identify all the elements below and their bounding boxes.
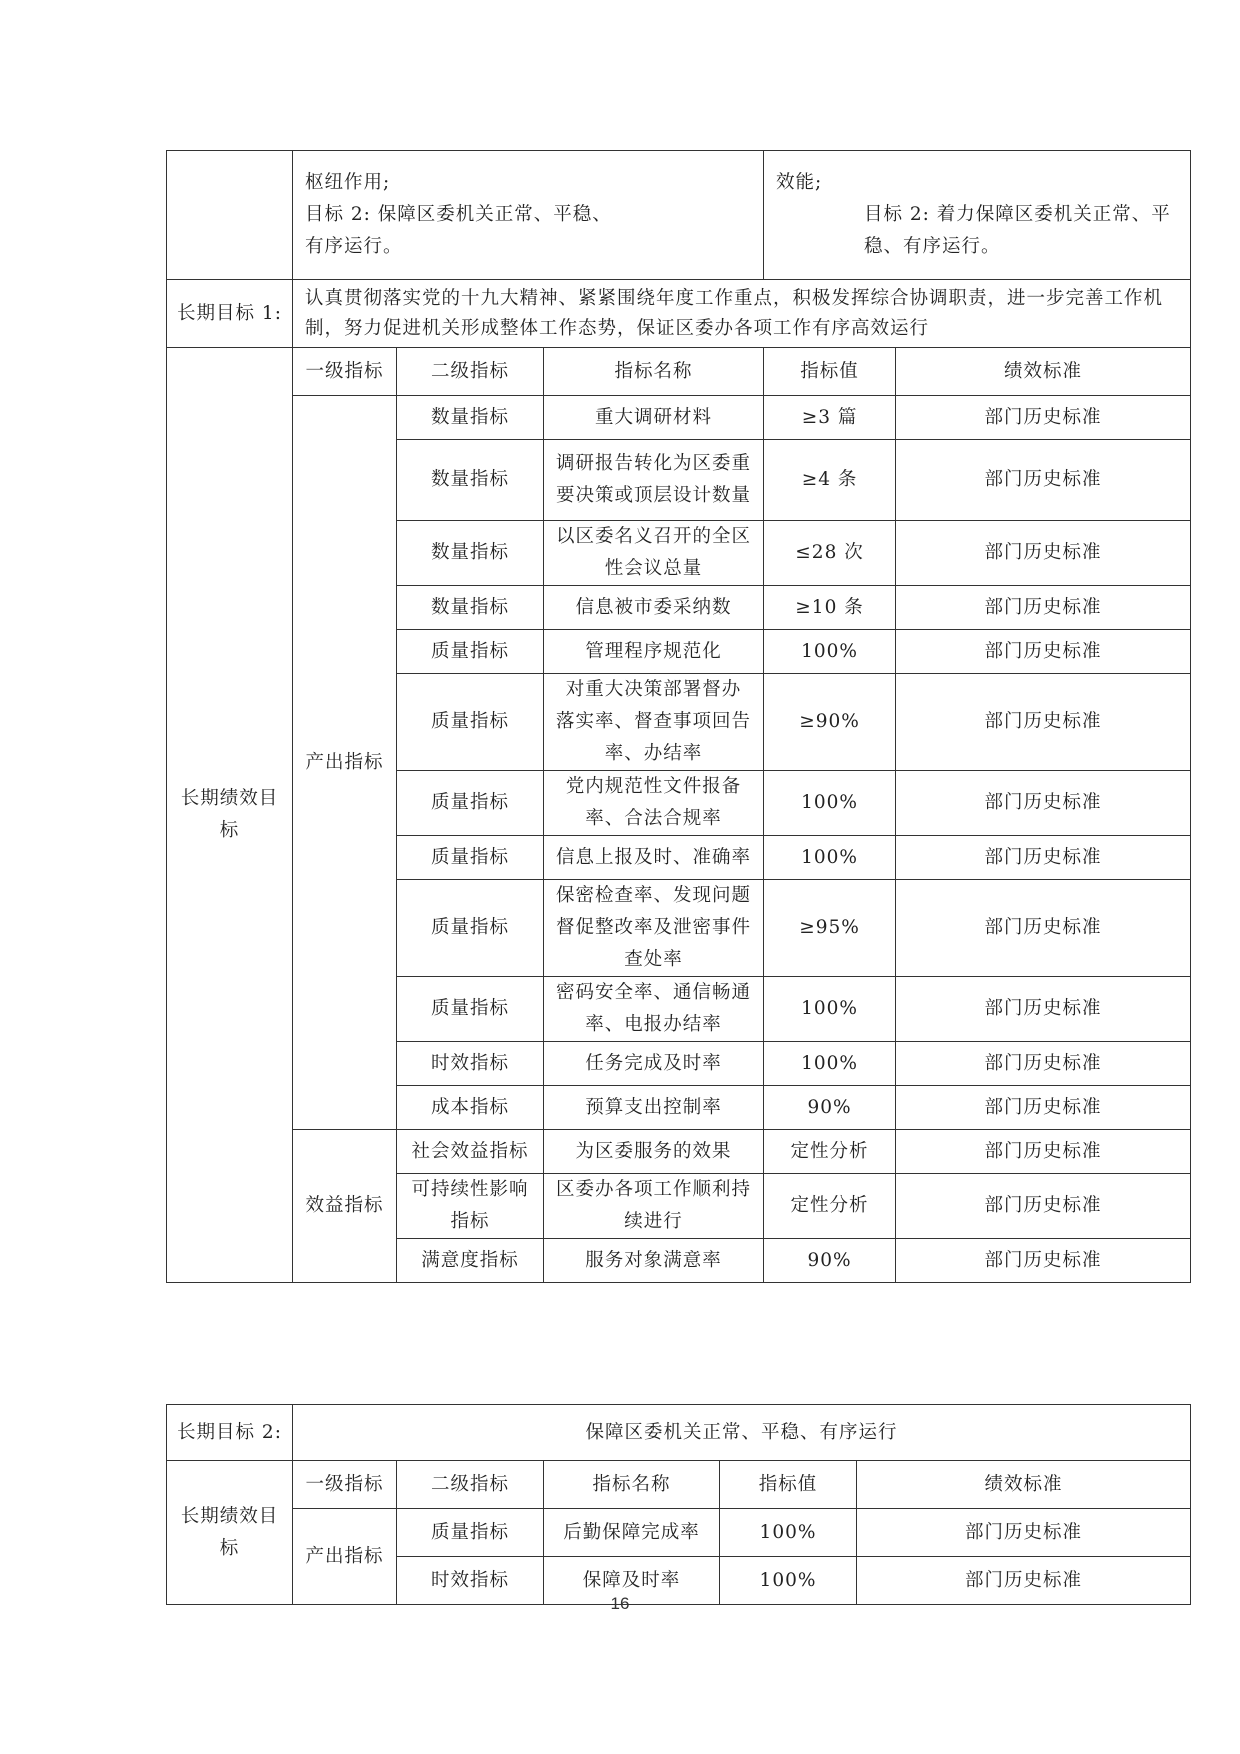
column-header: 指标值 bbox=[764, 348, 896, 396]
text-line: 以区委名义召开的全区 bbox=[556, 526, 752, 547]
indicator-name-cell bbox=[544, 521, 764, 586]
text-line: 督促整改率及泄密事件 bbox=[556, 917, 752, 938]
text-line: 服务对象满意率 bbox=[585, 1249, 722, 1271]
level2-cell bbox=[397, 1174, 544, 1239]
text-line: 满意度指标 bbox=[421, 1249, 519, 1271]
indicator-name-cell bbox=[544, 1509, 720, 1557]
text-line: 率、合法合规率 bbox=[585, 808, 722, 829]
text-line: 信息被市委采纳数 bbox=[575, 596, 732, 618]
indicator-name-cell bbox=[544, 1174, 764, 1239]
level1-output-cell: 产出指标 bbox=[293, 396, 397, 1130]
text-line: 长期绩效目 bbox=[180, 788, 279, 809]
indicator-value-cell: 100% bbox=[764, 771, 896, 836]
performance-table-goal-2 bbox=[166, 1404, 1191, 1605]
indicator-value-cell: 100% bbox=[764, 630, 896, 674]
level2-cell bbox=[397, 1239, 544, 1283]
table-row bbox=[167, 1130, 1191, 1174]
standard-cell: 部门历史标准 bbox=[896, 521, 1191, 586]
indicator-value-cell: ≥3 篇 bbox=[764, 396, 896, 440]
top-right-cell bbox=[764, 151, 1191, 280]
goal2-perf-label-cell bbox=[167, 1461, 293, 1605]
level2-cell bbox=[397, 1130, 544, 1174]
text-line: 指标 bbox=[450, 1211, 490, 1232]
indicator-name-cell bbox=[544, 1042, 764, 1086]
standard-cell: 部门历史标准 bbox=[896, 674, 1191, 771]
long-goal-1-text: 认真贯彻落实党的十九大精神、紧紧围绕年度工作重点，积极发挥综合协调职责，进一步完善工作机制，努力促进机关形成整体工作态势，保证区委办各项工作有序高效运行 bbox=[293, 280, 1191, 348]
column-header: 指标名称 bbox=[544, 1461, 720, 1509]
text-line: 任务完成及时率 bbox=[585, 1052, 722, 1074]
standard-cell: 部门历史标准 bbox=[896, 1130, 1191, 1174]
text-line: 数量指标 bbox=[430, 542, 509, 563]
standard-cell: 部门历史标准 bbox=[896, 586, 1191, 630]
indicator-value-cell: 100% bbox=[764, 1042, 896, 1086]
level2-cell bbox=[397, 586, 544, 630]
indicator-value-cell: 90% bbox=[764, 1086, 896, 1130]
text-line: 效能; bbox=[776, 172, 823, 193]
standard-cell: 部门历史标准 bbox=[896, 1239, 1191, 1283]
text-line: 对重大决策部署督办 bbox=[565, 679, 742, 700]
long-goal-1-row bbox=[167, 280, 1191, 348]
indicator-name-cell bbox=[544, 977, 764, 1042]
continuation-row bbox=[167, 151, 1191, 280]
column-header: 绩效标准 bbox=[857, 1461, 1191, 1509]
page-number: 16 bbox=[610, 1594, 630, 1613]
standard-cell: 部门历史标准 bbox=[896, 977, 1191, 1042]
column-header: 一级指标 bbox=[293, 1461, 397, 1509]
text-line: 性会议总量 bbox=[604, 558, 703, 579]
text-line: 质量指标 bbox=[430, 711, 509, 732]
standard-cell: 部门历史标准 bbox=[896, 440, 1191, 521]
text-line: 要决策或顶层设计数量 bbox=[556, 485, 752, 506]
text-line: 密码安全率、通信畅通 bbox=[556, 982, 752, 1003]
top-left-cell bbox=[293, 151, 764, 280]
text-line: 标 bbox=[219, 820, 240, 841]
text-line: 党内规范性文件报备 bbox=[565, 776, 742, 797]
text-line: 查处率 bbox=[624, 949, 683, 970]
text-line: 数量指标 bbox=[430, 596, 509, 618]
level2-cell bbox=[397, 521, 544, 586]
standard-cell: 部门历史标准 bbox=[896, 880, 1191, 977]
column-header: 指标值 bbox=[720, 1461, 857, 1509]
text-line: 质量指标 bbox=[430, 998, 509, 1019]
level2-cell bbox=[397, 1042, 544, 1086]
long-goal-1-label: 长期目标 1: bbox=[167, 280, 293, 348]
goal2-header-row bbox=[167, 1461, 1191, 1509]
text-line: 信息上报及时、准确率 bbox=[556, 846, 752, 868]
level1-output-cell: 产出指标 bbox=[293, 1509, 397, 1605]
level2-cell bbox=[397, 880, 544, 977]
indicator-value-cell: 100% bbox=[764, 977, 896, 1042]
level2-cell bbox=[397, 396, 544, 440]
text-line: 目标 2: 保障区委机关正常、平稳、 bbox=[305, 204, 612, 225]
performance-table-goal-1 bbox=[166, 150, 1191, 1283]
perf-label-cell bbox=[167, 348, 293, 1283]
level2-cell bbox=[397, 771, 544, 836]
long-goal-2-text: 保障区委机关正常、平稳、有序运行 bbox=[293, 1405, 1191, 1461]
text-line: 可持续性影响 bbox=[411, 1179, 529, 1200]
standard-cell: 部门历史标准 bbox=[896, 1086, 1191, 1130]
column-header: 二级指标 bbox=[397, 348, 544, 396]
indicator-value-cell: ≤28 次 bbox=[764, 521, 896, 586]
level2-cell bbox=[397, 1086, 544, 1130]
text-line: 保障及时率 bbox=[582, 1569, 681, 1591]
text-line: 为区委服务的效果 bbox=[575, 1140, 732, 1162]
indicator-value-cell: ≥95% bbox=[764, 880, 896, 977]
text-line: 落实率、督查事项回告 bbox=[556, 711, 752, 732]
indicator-value-cell: 90% bbox=[764, 1239, 896, 1283]
indicator-name-cell bbox=[544, 1130, 764, 1174]
text-line: 长期绩效目 bbox=[180, 1505, 279, 1527]
level2-cell bbox=[397, 836, 544, 880]
text-line: 质量指标 bbox=[430, 640, 509, 662]
column-header: 指标名称 bbox=[544, 348, 764, 396]
indicator-value-cell: ≥90% bbox=[764, 674, 896, 771]
level2-cell bbox=[397, 674, 544, 771]
empty-label-cell bbox=[167, 151, 293, 280]
indicator-name-cell bbox=[544, 440, 764, 521]
text-line: 标 bbox=[219, 1537, 240, 1559]
text-line: 枢纽作用; bbox=[305, 172, 391, 193]
text-line: 社会效益指标 bbox=[411, 1140, 529, 1162]
standard-cell: 部门历史标准 bbox=[896, 771, 1191, 836]
text-line: 质量指标 bbox=[430, 792, 509, 813]
indicator-name-cell bbox=[544, 836, 764, 880]
text-line: 率、办结率 bbox=[604, 743, 703, 764]
text-line: 质量指标 bbox=[430, 846, 509, 868]
standard-cell: 部门历史标准 bbox=[896, 836, 1191, 880]
indicator-value-cell: 100% bbox=[720, 1509, 857, 1557]
text-line: 时效指标 bbox=[430, 1569, 509, 1591]
text-line: 数量指标 bbox=[430, 469, 509, 490]
indicator-value-cell: 100% bbox=[720, 1557, 857, 1605]
standard-cell: 部门历史标准 bbox=[896, 396, 1191, 440]
column-header: 二级指标 bbox=[397, 1461, 544, 1509]
table-row bbox=[167, 1509, 1191, 1557]
table-row bbox=[167, 396, 1191, 440]
text-line: 预算支出控制率 bbox=[585, 1096, 722, 1118]
level2-cell bbox=[397, 977, 544, 1042]
text-line: 有序运行。 bbox=[305, 236, 403, 257]
column-header: 一级指标 bbox=[293, 348, 397, 396]
indicator-value-cell: 定性分析 bbox=[764, 1130, 896, 1174]
column-header: 绩效标准 bbox=[896, 348, 1191, 396]
indicator-name-cell bbox=[544, 586, 764, 630]
level1-benefit-cell: 效益指标 bbox=[293, 1130, 397, 1283]
level2-cell bbox=[397, 630, 544, 674]
indicator-name-cell bbox=[544, 1086, 764, 1130]
indicator-name-cell bbox=[544, 771, 764, 836]
text-line: 数量指标 bbox=[430, 406, 509, 428]
text-line: 区委办各项工作顺利持 bbox=[556, 1179, 752, 1200]
text-line: 管理程序规范化 bbox=[585, 640, 722, 662]
indicator-value-cell: ≥10 条 bbox=[764, 586, 896, 630]
standard-cell: 部门历史标准 bbox=[896, 630, 1191, 674]
indicator-name-cell bbox=[544, 674, 764, 771]
text-line: 调研报告转化为区委重 bbox=[556, 453, 752, 474]
indicator-name-cell bbox=[544, 880, 764, 977]
indicator-value-cell: 100% bbox=[764, 836, 896, 880]
standard-cell: 部门历史标准 bbox=[896, 1042, 1191, 1086]
text-line: 重大调研材料 bbox=[595, 406, 713, 428]
text-line: 续进行 bbox=[624, 1211, 683, 1232]
text-line: 目标 2: 着力保障区委机关正常、平稳、有序运行。 bbox=[864, 204, 1171, 257]
standard-cell: 部门历史标准 bbox=[857, 1557, 1191, 1605]
long-goal-2-row bbox=[167, 1405, 1191, 1461]
standard-cell: 部门历史标准 bbox=[857, 1509, 1191, 1557]
text-line: 后勤保障完成率 bbox=[563, 1521, 700, 1543]
standard-cell: 部门历史标准 bbox=[896, 1174, 1191, 1239]
indicator-value-cell: 定性分析 bbox=[764, 1174, 896, 1239]
text-line: 时效指标 bbox=[430, 1052, 509, 1074]
level2-cell bbox=[397, 1509, 544, 1557]
long-goal-2-label: 长期目标 2: bbox=[167, 1405, 293, 1461]
level2-cell bbox=[397, 440, 544, 521]
text-line: 保密检查率、发现问题 bbox=[556, 885, 752, 906]
text-line: 质量指标 bbox=[430, 917, 509, 938]
text-line: 质量指标 bbox=[430, 1521, 509, 1543]
text-line: 率、电报办结率 bbox=[585, 1014, 722, 1035]
indicator-name-cell bbox=[544, 1239, 764, 1283]
indicator-name-cell bbox=[544, 396, 764, 440]
header-row bbox=[167, 348, 1191, 396]
indicator-value-cell: ≥4 条 bbox=[764, 440, 896, 521]
indicator-name-cell bbox=[544, 630, 764, 674]
text-line: 成本指标 bbox=[430, 1096, 509, 1118]
